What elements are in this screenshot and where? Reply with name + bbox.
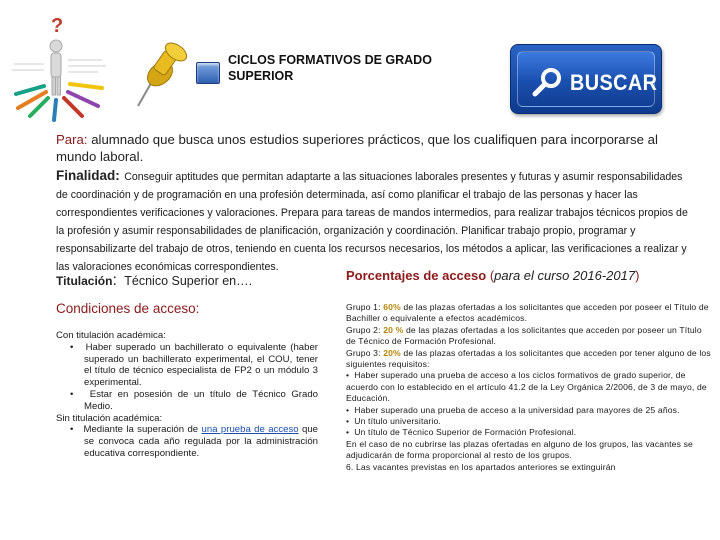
grupo-1 [346,302,714,325]
grupo-2-text: de las plazas ofertadas a los solicitantes que acceden por poseer un Título de Técnico de Formación Profesional. [346,324,702,347]
condiciones-heading: Condiciones de acceso: [56,301,200,316]
condicion-bullet-3-rest: que se convoca cada año regulada por la administración educativa correspondiente. [84,424,318,459]
titulacion-label: Titulación [56,274,113,288]
para-label: Para: [56,132,88,147]
para-text: alumnado que busca unos estudios superiores prácticos, que los cualifiquen para incorporarse al mundo laboral. [56,132,658,164]
condicion-bullet-2-text: Estar en posesión de un título de Técnico Grado Medio. [84,388,318,412]
vacantes-note-6: 6. Las vacantes previstas en los apartados anteriores se extinguirán [346,461,616,472]
grupo-2-percent: 20 % [383,324,404,335]
porcentajes-course: para el curso 2016-2017 [494,268,636,283]
finalidad-label: Finalidad: [56,168,120,183]
condicion-bullet-3: • Mediante la superación de una prueba de acceso que se convoca cada año regulada por la administración educativa correspondiente. [70,424,318,459]
description-box [56,131,696,273]
requisito-1-text: Haber superado una prueba de acceso a los ciclos formativos de grado superior, de acuerdo con lo establecido en el artículo 41.2 de la Ley Orgánica 2/2006, de 3 de mayo, de Educación. [346,370,707,404]
grupo-3 [346,348,714,371]
grupo-1-percent: 60% [383,302,401,312]
vacantes-note: En el caso de no cubrirse las plazas ofertadas en alguno de los grupos, las vacantes se adjudicarán de forma proporcional al resto de los grupos. [346,438,693,461]
condicion-bullet-1: • Haber superado un bachillerato o equivalente (haber superado un bachillerato experimental, el COU, tener el título de técnico especialista de FP2 o un módulo 3 experimental. [70,341,319,389]
page-title: CICLOS FORMATIVOS DE GRADO SUPERIOR [228,53,432,83]
prueba-de-acceso-link[interactable]: una prueba de acceso [201,424,299,436]
finalidad-paragraph [56,167,696,275]
porcentajes-heading [346,268,716,283]
porcentajes-title: Porcentajes de acceso [346,268,487,283]
porcentajes-paren-open: ( [489,268,495,283]
requisito-2: • Haber superado una prueba de acceso a la universidad para mayores de 25 años. [346,404,680,415]
porcentajes-paren-close: ) [635,268,640,283]
titulacion-colon: : [112,272,117,289]
grupo-2-label: Grupo 2: [346,324,381,335]
grupo-3-percent: 20% [383,347,401,358]
titulacion-value: Técnico Superior en…. [124,274,253,288]
titulacion-line [56,272,336,290]
sin-titulacion-heading: Sin titulación académica: [56,412,163,424]
condicion-bullet-2: • Estar en posesión de un título de Técnico Grado Medio. [70,388,318,412]
svg-text:?: ? [51,15,64,37]
requisito-2-text: Haber superado una prueba de acceso a la universidad para mayores de 25 años. [354,404,680,415]
blue-square-bullet [196,62,220,84]
search-button-label: BUSCAR [570,70,658,95]
requisito-3: • Un título universitario. [346,416,441,427]
condicion-bullet-3-text: Mediante la superación de [83,424,199,436]
requisito-4: • Un título de Técnico Superior de Formación Profesional. [346,427,577,438]
para-paragraph [56,131,696,165]
grupo-1-text: de las plazas ofertadas a los solicitantes que acceden por poseer el Título de Bachiller o equivalente a efectos académicos. [346,302,709,324]
condiciones-body [56,330,318,460]
con-titulacion-heading: Con titulación académica: [56,330,166,341]
question-figure-illustration [6,12,118,122]
grupos-body [346,302,714,473]
search-button[interactable] [510,44,662,114]
search-icon [530,65,564,99]
requisito-4-text: Un título de Técnico Superior de Formación Profesional. [354,427,577,438]
grupo-3-text: de las plazas ofertadas a los solicitantes que acceden por tener alguno de los siguientes requisitos: [346,347,711,370]
finalidad-text: Conseguir aptitudes que permitan adaptarte a las situaciones laborales presentes y futuras y asumir responsabilidades de coordinación y de programación en una profesión determinada, así como planificar el trabajo de las personas y hacer las correspondientes verificaciones y valoraciones. Prepara para tareas de mandos intermedios, para realizar trabajos técnicos propios de la profesión y asumir responsabilidades de planificación, organización y coordinación. Planificar trabajo propio, programar y responsabilizarte del trabajo de otros, teniendo en cuenta los recursos necesarios, los métodos a aplicar, las verificaciones a realizar y las valoraciones económicas correspondientes. [56,171,688,273]
grupo-1-label: Grupo 1: [346,302,381,312]
condicion-bullet-1-text: Haber superado un bachillerato o equivalente (haber superado un bachillerato experimental, el COU, tener el título de técnico especialista de FP2 o un módulo 3 experimental. [84,341,319,389]
requisito-1: • Haber superado una prueba de acceso a los ciclos formativos de grado superior, de acuerdo con lo establecido en el artículo 41.2 de la Ley Orgánica 2/2006, de 3 de mayo, de Educación. [346,370,707,404]
grupo-3-label: Grupo 3: [346,347,381,358]
grupo-2 [346,325,714,348]
requisito-3-text: Un título universitario. [354,416,441,427]
pushpin-icon [124,40,194,110]
